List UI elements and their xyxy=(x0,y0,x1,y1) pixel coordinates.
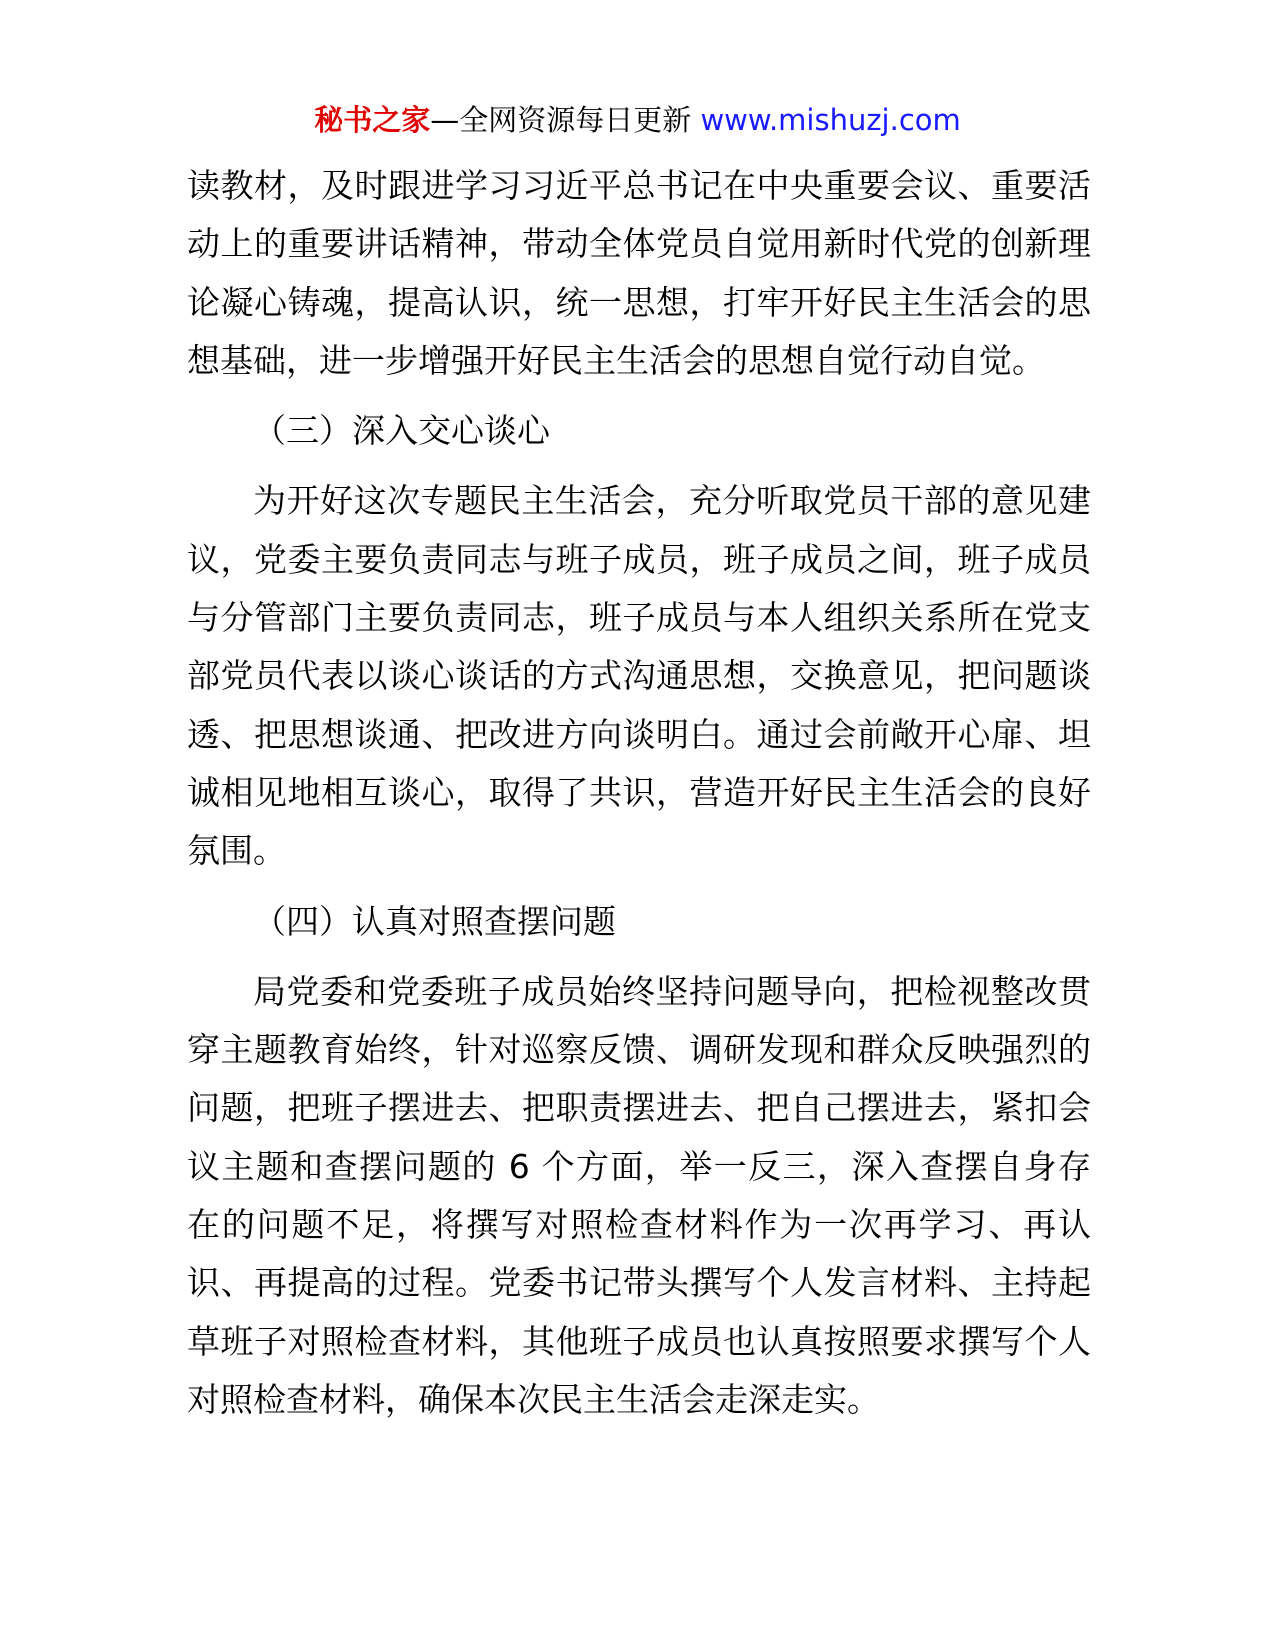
text-line: 对照检查材料，确保本次民主生活会走深走实。 xyxy=(187,1379,880,1419)
section-heading-3: （三）深入交心谈心 xyxy=(253,411,550,451)
text-line: 问题，把班子摆进去、把职责摆进去、把自己摆进去，紧扣会 xyxy=(187,1088,1091,1128)
text-line: 与分管部门主要负责同志，班子成员与本人组织关系所在党支 xyxy=(187,598,1091,638)
text-line: 透、把思想谈通、把改进方向谈明白。通过会前敞开心扉、坦 xyxy=(187,714,1091,754)
text-line: 议，党委主要负责同志与班子成员，班子成员之间，班子成员 xyxy=(187,539,1091,579)
text-line: 穿主题教育始终，针对巡察反馈、调研发现和群众反映强烈的 xyxy=(187,1030,1091,1070)
header-tagline: —全网资源每日更新 xyxy=(430,103,701,137)
text-line: 议主题和查摆问题的 6 个方面，举一反三，深入查摆自身存 xyxy=(187,1146,1091,1186)
site-url-link[interactable]: www.mishuzj.com xyxy=(700,103,961,137)
text-line: 想基础，进一步增强开好民主生活会的思想自觉行动自觉。 xyxy=(187,340,1045,380)
text-line: 在的问题不足，将撰写对照检查材料作为一次再学习、再认 xyxy=(187,1205,1091,1245)
paragraph-problem-review xyxy=(187,963,1091,1429)
paragraph-continuation xyxy=(187,157,1091,390)
text-line: 动上的重要讲话精神，带动全体党员自觉用新时代党的创新理 xyxy=(187,224,1091,264)
text-line: 为开好这次专题民主生活会，充分听取党员干部的意见建 xyxy=(253,481,1091,521)
text-line: 草班子对照检查材料，其他班子成员也认真按照要求撰写个人 xyxy=(187,1321,1091,1361)
text-line: 部党员代表以谈心谈话的方式沟通思想，交换意见，把问题谈 xyxy=(187,656,1091,696)
text-line: 氛围。 xyxy=(187,831,286,871)
text-line: 读教材，及时跟进学习习近平总书记在中央重要会议、重要活 xyxy=(187,166,1091,205)
text-line: 诚相见地相互谈心，取得了共识，营造开好民主生活会的良好 xyxy=(187,772,1091,812)
text-line: 局党委和党委班子成员始终坚持问题导向，把检视整改贯 xyxy=(253,971,1091,1011)
text-line: 论凝心铸魂，提高认识，统一思想，打牢开好民主生活会的思 xyxy=(187,282,1091,322)
brand-name: 秘书之家 xyxy=(314,103,431,137)
section-heading-4: （四）认真对照查摆问题 xyxy=(253,901,616,941)
document-body xyxy=(187,157,1091,1429)
paragraph-heart-to-heart xyxy=(187,472,1091,880)
page-header xyxy=(0,100,1275,140)
text-line: 识、再提高的过程。党委书记带头撰写个人发言材料、主持起 xyxy=(187,1263,1091,1303)
